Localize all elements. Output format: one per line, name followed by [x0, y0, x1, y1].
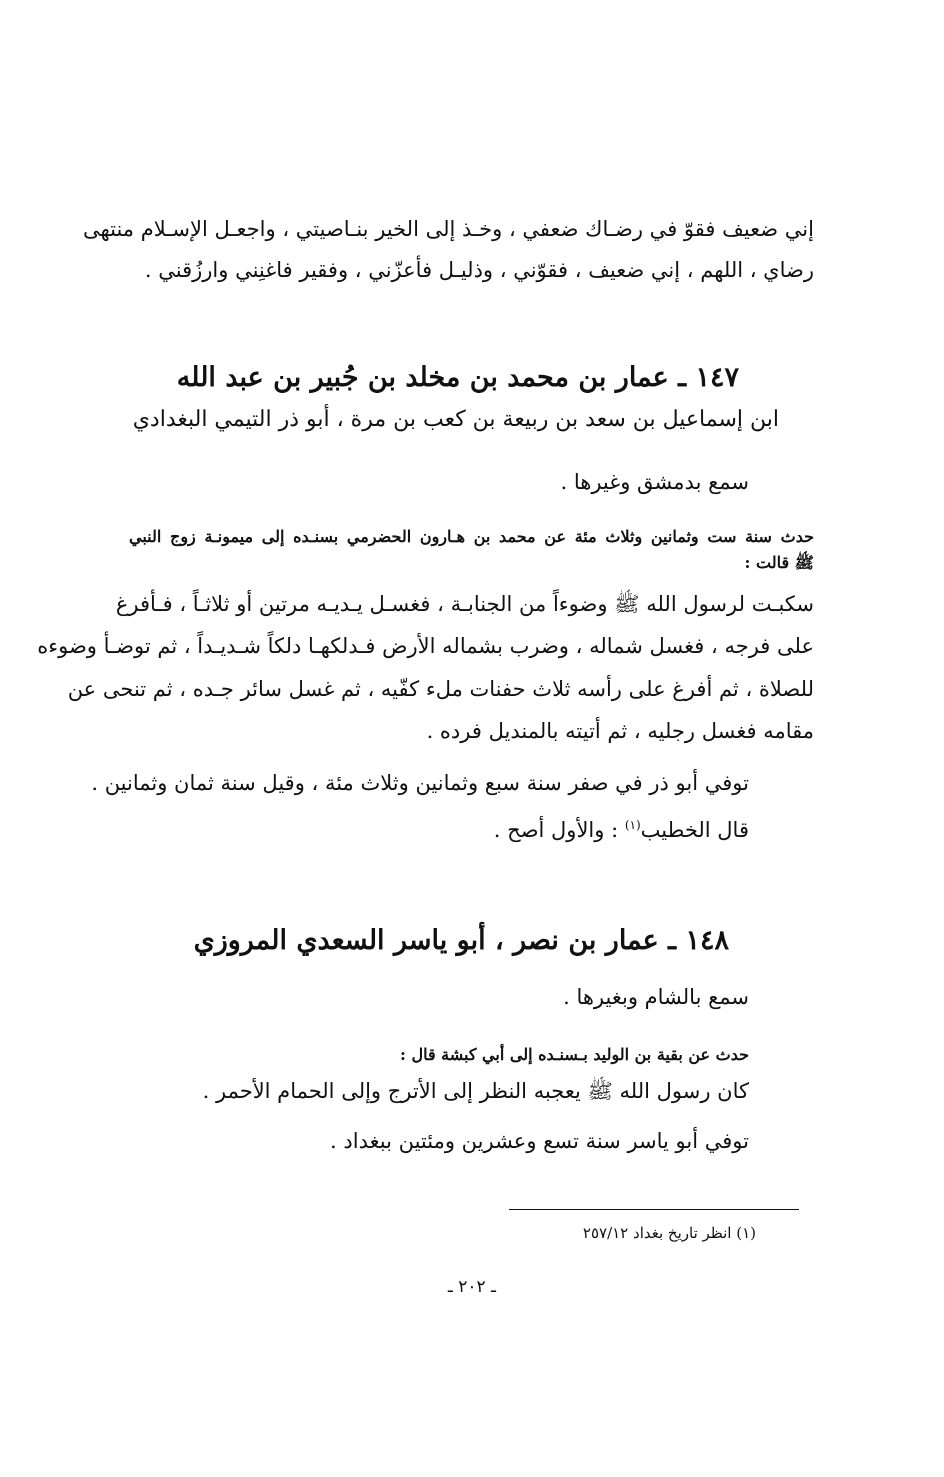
entry-147-isnad-line-2: ﷺ قالت :	[744, 553, 814, 572]
page-number: ـ ٢٠٢ ـ	[447, 1277, 496, 1297]
entry-147-hadith-line-3: للصلاة ، ثم أفرغ على رأسه ثلاث حفنات ملء كفّيه ، ثم غسل سائر جـده ، ثم تنحى عن	[67, 677, 814, 701]
entry-147-hadith-line-1: سكبـت لرسول الله ﷺ وضوءاً من الجنابـة ، فغسـل يـديـه مرتين أو ثلاثـاً ، فـأفرغ	[115, 592, 814, 616]
footnote-separator	[509, 1209, 799, 1210]
entry-148-death: توفي أبو ياسر سنة تسع وعشرين ومئتين ببغداد .	[330, 1129, 749, 1153]
entry-147-isnad-line-1: حدث سنة ست وثمانين وثلاث مئة عن محمد بن هـارون الحضرمي بسنـده إلى ميمونـة زوج النبي	[129, 527, 815, 546]
entry-147-hadith-line-2: على فرجه ، فغسل شماله ، وضرب بشماله الأرض فـدلكهـا دلكاً شـديـداً ، ثم توضـأ وضوءه	[37, 634, 814, 658]
khatib-verdict: : والأول أصح .	[493, 818, 625, 842]
entry-147-subheading: ابن إسماعيل بن سعد بن ربيعة بن كعب بن مرة ، أبو ذر التيمي البغدادي	[132, 407, 779, 432]
khatib-text: قال الخطيب	[640, 818, 749, 842]
entry-148-isnad: حدث عن بقية بن الوليد بـسنـده إلى أبي كبشة قال :	[399, 1045, 749, 1064]
entry-147-heading: ١٤٧ ـ عمار بن محمد بن مخلد بن جُبير بن عبد الله	[176, 362, 739, 393]
entry-147-hadith-line-4: مقامه فغسل رجليه ، ثم أتيته بالمنديل فرده .	[426, 719, 814, 743]
entry-147-khatib	[494, 818, 749, 842]
footnote: (١) انظر تاريخ بغداد ٢٥٧/١٢	[582, 1224, 756, 1242]
entry-148-hadith: كان رسول الله ﷺ يعجبه النظر إلى الأترج وإلى الحمام الأحمر .	[202, 1079, 749, 1103]
entry-148-heard: سمع بالشام وبغيرها .	[563, 985, 749, 1009]
footnote-marker: (١)	[624, 818, 641, 832]
entry-147-death: توفي أبو ذر في صفر سنة سبع وثمانين وثلاث مئة ، وقيل سنة ثمان وثمانين .	[91, 771, 749, 795]
intro-line-1: إني ضعيف فقوّ في رضـاك ضعفي ، وخـذ إلى الخير بنـاصيتي ، واجعـل الإسـلام منتهى	[82, 217, 814, 241]
entry-147-heard: سمع بدمشق وغيرها .	[560, 470, 749, 494]
intro-line-2: رضاي ، اللهم ، إني ضعيف ، فقوّني ، وذليـل فأعزّني ، وفقير فاغنِني وارزُقني .	[144, 258, 814, 282]
entry-148-heading: ١٤٨ ـ عمار بن نصر ، أبو ياسر السعدي المروزي	[193, 925, 729, 956]
